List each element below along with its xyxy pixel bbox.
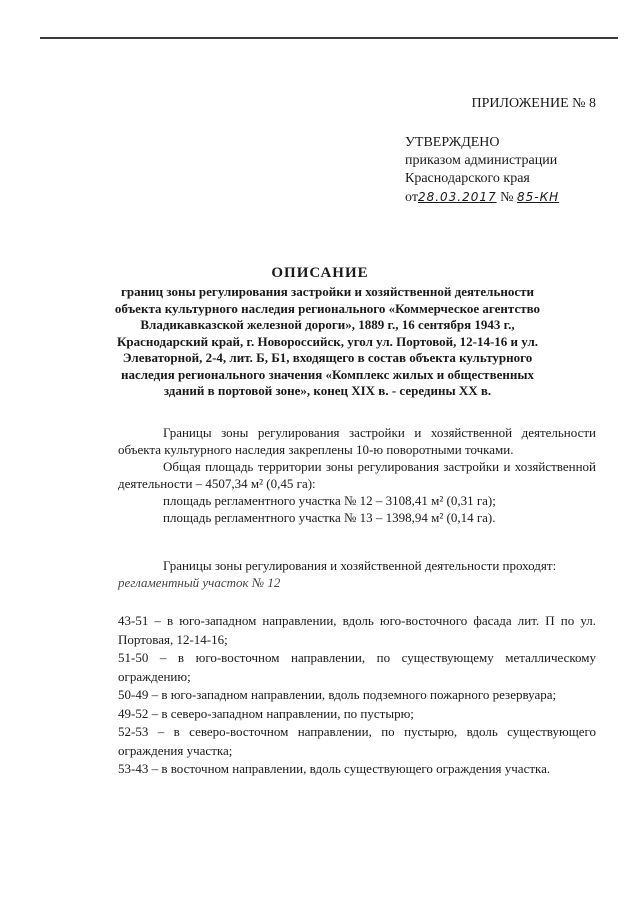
order-line-1: приказом администрации [405, 153, 558, 168]
plot-12-label: регламентный участок № 12 [118, 575, 281, 590]
intro-paragraph-1: Границы зоны регулирования застройки и хозяйственной деятельности объекта культурного наследия закреплены 10-ю поворотными точками. [118, 425, 596, 457]
boundary-list [118, 612, 596, 779]
order-line-2: Краснодарского края [405, 171, 530, 186]
order-number: 85-КН [517, 190, 560, 204]
boundary-item: 51-50 – в юго-восточном направлении, по существующему металлическому ограждению; [118, 650, 596, 684]
boundary-item: 49-52 – в северо-западном направлении, по пустырю; [118, 705, 414, 721]
document-title: ОПИСАНИЕ [271, 265, 369, 281]
boundaries-heading: Границы зоны регулирования и хозяйственной деятельности проходят: [163, 558, 557, 573]
date-prefix: от [405, 190, 418, 205]
document-subtitle: границ зоны регулирования застройки и хозяйственной деятельности объекта культурного наследия регионального «Коммерческое агентство Владикавказской железной дороги», 1889 г., 16 сентября 1943 г., Краснодарский край, г. Новороссийск, угол ул. Портовой, 12-14-16 и ул. Элеваторной, 2-4, лит. Б, Б1, входящего в состав объекта культурного наследия регионального значения «Комплекс жилых и общественных зданий в портовой зоне», конец XIX в. - середины XX в. [114, 284, 541, 398]
boundary-item: 50-49 – в юго-западном направлении, вдоль подземного пожарного резервуара; [118, 687, 557, 702]
order-date-line [405, 188, 559, 207]
plot-12-area: площадь регламентного участка № 12 – 3108,41 м² (0,31 га); [163, 493, 496, 508]
top-rule [40, 37, 618, 39]
intro-section [118, 424, 596, 526]
approval-block [405, 134, 559, 207]
boundaries-section [118, 557, 596, 591]
order-date: 28.03.2017 [417, 190, 497, 204]
plot-13-area: площадь регламентного участка № 13 – 1398,94 м² (0,14 га). [163, 510, 496, 525]
approved-label: УТВЕРЖДЕНО [405, 135, 500, 150]
number-prefix: № [500, 190, 514, 205]
boundary-item: 52-53 – в северо-восточном направлении, по пустырю, вдоль существующего ограждения участка; [118, 724, 596, 758]
boundary-item: 53-43 – в восточном направлении, вдоль существующего ограждения участка. [118, 761, 551, 776]
boundary-item: 43-51 – в юго-западном направлении, вдоль юго-восточного фасада лит. П по ул. Портовая, 12-14-16; [118, 613, 596, 647]
appendix-label: ПРИЛОЖЕНИЕ № 8 [471, 96, 596, 111]
intro-paragraph-2: Общая площадь территории зоны регулирования застройки и хозяйственной деятельности – 4507,34 м² (0,45 га): [118, 459, 596, 491]
